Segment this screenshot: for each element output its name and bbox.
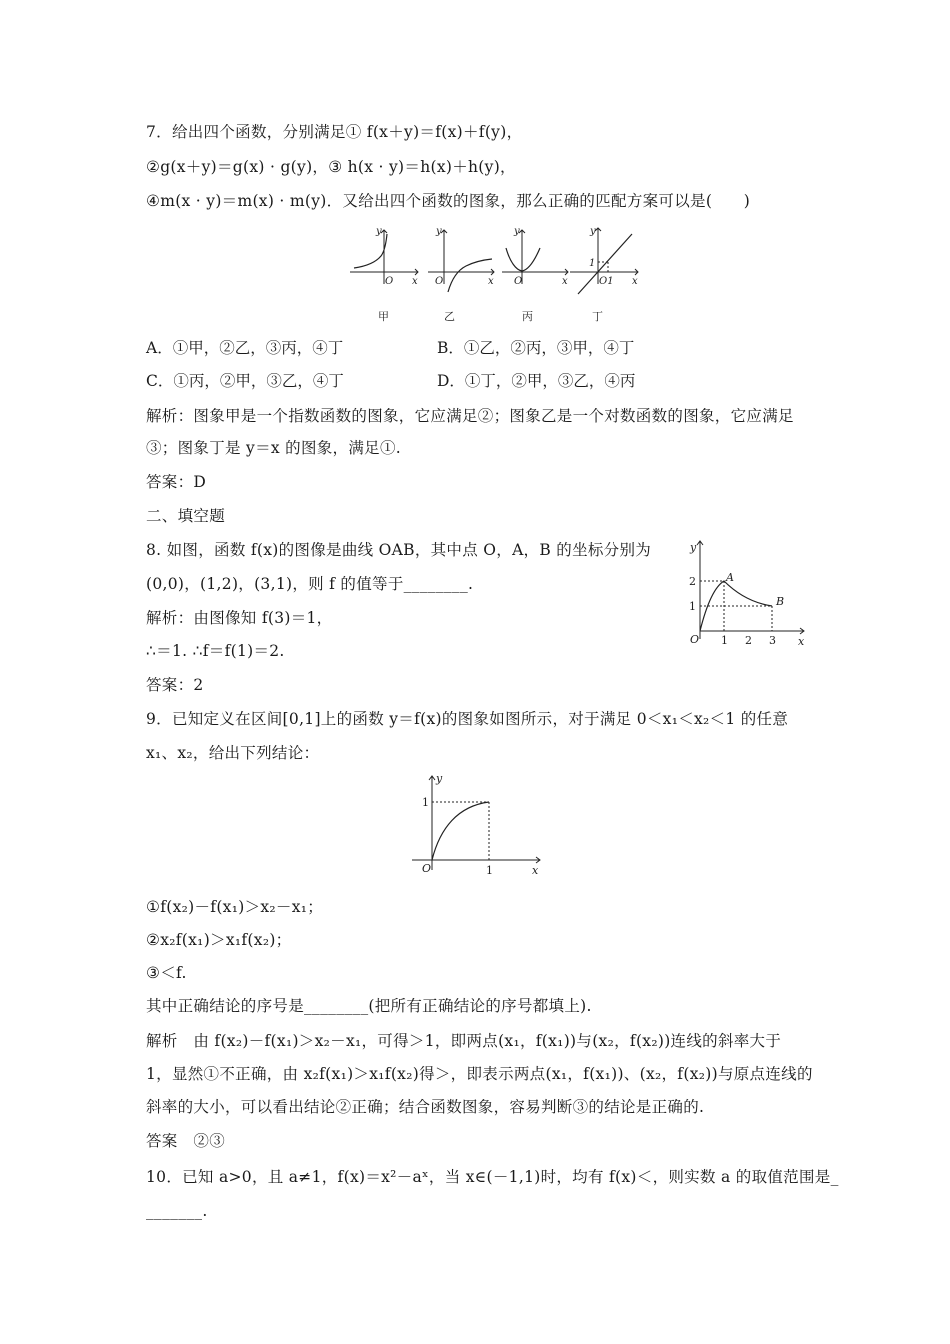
q7-option-a: A．①甲，②乙，③丙，④丁 <box>146 339 344 357</box>
graph-label-bing: 丙 <box>522 310 533 323</box>
q9-x-axis-label: x <box>532 864 539 877</box>
graph-bing-x-label: x <box>562 276 568 287</box>
q8-origin-label: O <box>690 633 700 646</box>
q8-stem-line1: 8. 如图，函数 f(x)的图像是曲线 OAB，其中点 O，A，B 的坐标分别为 <box>146 541 652 559</box>
q7-four-graphs <box>346 222 646 332</box>
q9-stem-line1: 9．已知定义在区间[0,1]上的函数 y＝f(x)的图象如图所示，对于满足 0＜x₁＜x₂＜1 的任意 <box>146 710 789 728</box>
q9-stem-line2: x₁、x₂，给出下列结论： <box>146 744 320 762</box>
graph-jia-y-label: y <box>376 226 382 237</box>
q8-x-tick-3: 3 <box>769 634 776 647</box>
q8-point-b-label: B <box>776 595 785 608</box>
graph-jia-origin: O <box>385 276 394 287</box>
q7-answer: 答案：D <box>146 473 207 491</box>
q9-answer: 答案 ②③ <box>146 1132 226 1150</box>
q7-stem-line2: ②g(x＋y)＝g(x) · g(y)，③ h(x · y)＝h(x)＋h(y)， <box>146 158 516 176</box>
q8-answer: 答案：2 <box>146 676 204 694</box>
graph-label-ding: 丁 <box>592 310 603 323</box>
graph-bing-origin: O <box>514 276 523 287</box>
q9-question: 其中正确结论的序号是________(把所有正确结论的序号都填上). <box>146 997 592 1015</box>
graph-yi-origin: O <box>435 276 444 287</box>
q7-stem-line3: ④m(x · y)＝m(x) · m(y)．又给出四个函数的图象，那么正确的匹配方案可以是( ) <box>146 192 751 210</box>
q9-graph <box>408 772 548 882</box>
q8-y-axis-label: y <box>690 541 697 554</box>
graph-ding-y-label: y <box>590 226 596 237</box>
q9-y-tick-1: 1 <box>422 796 429 809</box>
q9-analysis-line3: 斜率的大小，可以看出结论②正确；结合函数图象，容易判断③的结论是正确的. <box>146 1098 705 1116</box>
q7-stem-line1: 7．给出四个函数，分别满足① f(x＋y)＝f(x)＋f(y)， <box>146 123 523 141</box>
q7-option-d: D．①丁，②甲，③乙，④丙 <box>437 372 636 390</box>
q9-x-tick-1: 1 <box>486 864 493 877</box>
graph-yi-x-label: x <box>488 276 494 287</box>
q7-analysis-line1: 解析：图象甲是一个指数函数的图象，它应满足②；图象乙是一个对数函数的图象，它应满足 <box>146 407 794 425</box>
q8-graph <box>680 535 810 650</box>
graph-jia <box>350 230 418 284</box>
q9-conclusion-1: ①f(x₂)－f(x₁)＞x₂－x₁； <box>146 898 324 916</box>
graph-bing-y-label: y <box>514 226 520 237</box>
q8-x-axis-label: x <box>798 635 805 648</box>
q9-y-axis-label: y <box>436 772 443 785</box>
graph-jia-x-label: x <box>412 276 418 287</box>
q9-conclusion-2: ②x₂f(x₁)＞x₁f(x₂)； <box>146 931 292 949</box>
graph-label-jia: 甲 <box>378 310 389 323</box>
graph-bing <box>502 230 568 284</box>
graph-ding-y-tick: 1 <box>589 258 596 269</box>
q9-analysis-line1: 解析 由 f(x₂)－f(x₁)＞x₂－x₁，可得＞1，即两点(x₁，f(x₁))与(x₂，f(x₂))连线的斜率大于 <box>146 1032 782 1050</box>
q7-option-c: C．①丙，②甲，③乙，④丁 <box>146 372 344 390</box>
q8-point-a-label: A <box>726 571 734 584</box>
q10-stem-line1: 10．已知 a>0，且 a≠1，f(x)＝x²－aˣ，当 x∈(－1,1)时，均有 f(x)＜，则实数 a 的取值范围是_ <box>146 1168 839 1186</box>
graph-yi-y-label: y <box>436 226 442 237</box>
q8-y-tick-1: 1 <box>689 600 696 613</box>
q8-stem-line2: (0,0)，(1,2)，(3,1)，则 f 的值等于________. <box>146 575 474 593</box>
graph-label-yi: 乙 <box>444 310 455 323</box>
q8-x-tick-1: 1 <box>721 634 728 647</box>
q9-analysis-line2: 1，显然①不正确，由 x₂f(x₁)＞x₁f(x₂)得＞，即表示两点(x₁，f(x₁))、(x₂，f(x₂))与原点连线的 <box>146 1065 813 1083</box>
graph-ding-origin: O1 <box>599 276 614 287</box>
q9-origin-label: O <box>422 862 432 875</box>
q8-analysis-line2: ∴＝1. ∴f＝f(1)＝2. <box>146 642 285 660</box>
graph-ding-x-label: x <box>632 276 638 287</box>
q7-analysis-line2: ③；图象丁是 y＝x 的图象，满足①. <box>146 439 401 457</box>
q7-option-b: B．①乙，②丙，③甲，④丁 <box>437 339 635 357</box>
q9-conclusion-3: ③＜f. <box>146 964 187 982</box>
q8-analysis-line1: 解析：由图像知 f(3)＝1， <box>146 609 333 627</box>
section-heading: 二、填空题 <box>146 507 226 525</box>
q10-stem-line2: _______. <box>146 1202 208 1220</box>
q8-x-tick-2: 2 <box>745 634 752 647</box>
q8-y-tick-2: 2 <box>689 575 696 588</box>
